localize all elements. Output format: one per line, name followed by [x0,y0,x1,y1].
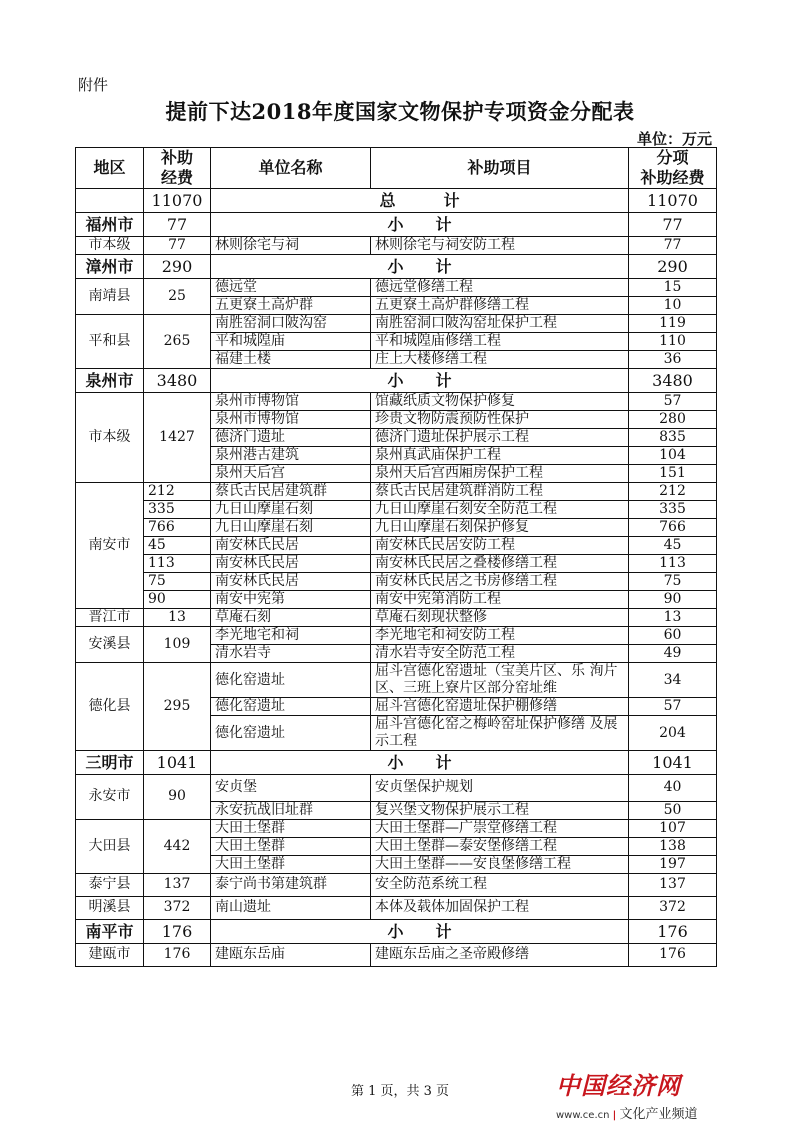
header-project: 补助项目 [371,148,629,189]
city-subtotal-row [76,751,717,775]
subsidy-cell: 109 [144,627,211,663]
total-region-cell [76,189,144,213]
item-subsidy-cell: 107 [629,819,717,837]
item-subsidy-cell: 335 [629,501,717,519]
project-cell: 平和城隍庙修缮工程 [371,333,629,351]
unit-name-cell: 蔡氏古民居建筑群 [211,483,371,501]
unit-name-cell: 南胜窑洞口陂沟窑 [211,315,371,333]
table-row [76,591,717,609]
item-subsidy-cell: 57 [629,698,717,716]
unit-name-cell: 清水岩寺 [211,645,371,663]
subsidy-cell: 13 [144,609,211,627]
project-cell: 庄上大楼修缮工程 [371,351,629,369]
table-row [76,873,717,896]
allocation-table [75,147,717,967]
city-amount: 3480 [144,369,211,393]
subtotal-label: 小 计 [211,255,629,279]
item-subsidy-cell: 176 [629,943,717,966]
item-subsidy-cell: 119 [629,315,717,333]
project-cell: 泉州真武庙保护工程 [371,447,629,465]
project-cell: 德远堂修缮工程 [371,279,629,297]
region-cell: 市本级 [76,237,144,255]
item-subsidy-cell: 57 [629,393,717,411]
unit-name-cell: 德化窑遗址 [211,663,371,698]
unit-name-cell: 草庵石刻 [211,609,371,627]
unit-name-cell: 德远堂 [211,279,371,297]
city-item: 290 [629,255,717,279]
unit-name-cell: 林则徐宅与祠 [211,237,371,255]
city-name: 漳州市 [76,255,144,279]
region-cell: 市本级 [76,393,144,483]
item-subsidy-cell: 113 [629,555,717,573]
city-item: 176 [629,919,717,943]
table-row [76,483,717,501]
table-row [76,519,717,537]
total-item: 11070 [629,189,717,213]
unit-name-cell: 泉州市博物馆 [211,393,371,411]
subsidy-cell: 176 [144,943,211,966]
subsidy-cell: 1427 [144,393,211,483]
item-subsidy-cell: 77 [629,237,717,255]
region-cell: 明溪县 [76,896,144,919]
item-subsidy-cell: 138 [629,837,717,855]
logo-subline [556,1103,706,1122]
attachment-label: 附件 [78,76,109,94]
project-cell: 珍贵文物防震预防性保护 [371,411,629,429]
unit-name-cell: 南安林氏民居 [211,537,371,555]
table-row [76,555,717,573]
city-item: 3480 [629,369,717,393]
subtotal-label: 小 计 [211,213,629,237]
logo-channel: 文化产业频道 [619,1107,698,1122]
table-row [76,315,717,333]
unit-name-cell: 大田土堡群 [211,819,371,837]
logo-name: 中国经济网 [556,1072,681,1100]
city-amount: 290 [144,255,211,279]
item-subsidy-cell: 280 [629,411,717,429]
unit-name-cell: 南安林氏民居 [211,555,371,573]
unit-name-cell: 泉州港古建筑 [211,447,371,465]
city-amount: 77 [144,213,211,237]
item-subsidy-cell: 45 [629,537,717,555]
unit-name-cell: 泉州天后宫 [211,465,371,483]
city-item: 1041 [629,751,717,775]
project-cell: 李光地宅和祠安防工程 [371,627,629,645]
project-cell: 屈斗宫德化窑之梅岭窑址保护修缮 及展示工程 [371,716,629,751]
item-subsidy-cell: 40 [629,775,717,802]
city-name: 南平市 [76,919,144,943]
project-cell: 草庵石刻现状整修 [371,609,629,627]
subsidy-cell: 372 [144,896,211,919]
subsidy-cell: 77 [144,237,211,255]
city-name: 三明市 [76,751,144,775]
page-footer: 第 1 页，共 3 页 [350,1084,450,1099]
subsidy-cell: 265 [144,315,211,369]
item-subsidy-cell: 49 [629,645,717,663]
region-cell: 平和县 [76,315,144,369]
project-cell: 泉州天后宫西厢房保护工程 [371,465,629,483]
region-cell: 德化县 [76,663,144,751]
project-cell: 安贞堡保护规划 [371,775,629,802]
subsidy-cell: 137 [144,873,211,896]
project-cell: 安全防范系统工程 [371,873,629,896]
subtotal-label: 小 计 [211,751,629,775]
unit-name-cell: 九日山摩崖石刻 [211,519,371,537]
header-subsidy: 补助 经费 [144,148,211,189]
item-subsidy-cell: 90 [629,591,717,609]
item-subsidy-cell: 835 [629,429,717,447]
project-cell: 复兴堡文物保护展示工程 [371,801,629,819]
project-cell: 大田土堡群—广崇堂修缮工程 [371,819,629,837]
unit-name-cell: 平和城隍庙 [211,333,371,351]
table-row [76,943,717,966]
city-subtotal-row [76,213,717,237]
project-cell: 南安林氏民居之书房修缮工程 [371,573,629,591]
total-label: 总 计 [211,189,629,213]
unit-name-cell: 安贞堡 [211,775,371,802]
project-cell: 九日山摩崖石刻保护修复 [371,519,629,537]
subsidy-cell: 335 [144,501,211,519]
city-amount: 176 [144,919,211,943]
project-cell: 清水岩寺安全防范工程 [371,645,629,663]
subsidy-cell: 295 [144,663,211,751]
subsidy-cell: 90 [144,775,211,820]
city-name: 福州市 [76,213,144,237]
region-cell: 建瓯市 [76,943,144,966]
item-subsidy-cell: 10 [629,297,717,315]
project-cell: 屈斗宫德化窑遗址（宝美片区、乐 洵片区、三班上寮片区部分窑址维 [371,663,629,698]
region-cell: 南靖县 [76,279,144,315]
unit-name-cell: 李光地宅和祠 [211,627,371,645]
item-subsidy-cell: 197 [629,855,717,873]
subsidy-cell: 90 [144,591,211,609]
unit-name-cell: 大田土堡群 [211,855,371,873]
subsidy-cell: 212 [144,483,211,501]
project-cell: 南胜窑洞口陂沟窑址保护工程 [371,315,629,333]
project-cell: 德济门遗址保护展示工程 [371,429,629,447]
region-cell: 安溪县 [76,627,144,663]
total-row [76,189,717,213]
project-cell: 馆藏纸质文物保护修复 [371,393,629,411]
item-subsidy-cell: 212 [629,483,717,501]
table-body [76,189,717,967]
table-row [76,627,717,645]
region-cell: 永安市 [76,775,144,820]
unit-name-cell: 南山遗址 [211,896,371,919]
item-subsidy-cell: 13 [629,609,717,627]
table-row [76,775,717,802]
unit-name-cell: 九日山摩崖石刻 [211,501,371,519]
project-cell: 南安林氏民居安防工程 [371,537,629,555]
header-region: 地区 [76,148,144,189]
subsidy-cell: 442 [144,819,211,873]
subsidy-cell: 45 [144,537,211,555]
project-cell: 南安中宪第消防工程 [371,591,629,609]
subtotal-label: 小 计 [211,369,629,393]
item-subsidy-cell: 110 [629,333,717,351]
unit-name-cell: 德化窑遗址 [211,716,371,751]
table-row [76,501,717,519]
city-name: 泉州市 [76,369,144,393]
total-amount: 11070 [144,189,211,213]
unit-name-cell: 泰宁尚书第建筑群 [211,873,371,896]
city-item: 77 [629,213,717,237]
project-cell: 五更寮土高炉群修缮工程 [371,297,629,315]
unit-name-cell: 建瓯东岳庙 [211,943,371,966]
region-cell: 晋江市 [76,609,144,627]
region-cell: 泰宁县 [76,873,144,896]
unit-label: 单位：万元 [636,130,712,148]
item-subsidy-cell: 75 [629,573,717,591]
project-cell: 大田土堡群——安良堡修缮工程 [371,855,629,873]
unit-name-cell: 德济门遗址 [211,429,371,447]
item-subsidy-cell: 60 [629,627,717,645]
item-subsidy-cell: 50 [629,801,717,819]
city-subtotal-row [76,369,717,393]
unit-name-cell: 福建土楼 [211,351,371,369]
project-cell: 蔡氏古民居建筑群消防工程 [371,483,629,501]
city-subtotal-row [76,255,717,279]
subsidy-cell: 113 [144,555,211,573]
table-row [76,393,717,411]
logo-separator: | [612,1110,617,1121]
item-subsidy-cell: 34 [629,663,717,698]
table-row [76,819,717,837]
city-amount: 1041 [144,751,211,775]
item-subsidy-cell: 151 [629,465,717,483]
unit-name-cell: 大田土堡群 [211,837,371,855]
project-cell: 南安林氏民居之叠楼修缮工程 [371,555,629,573]
subsidy-cell: 25 [144,279,211,315]
item-subsidy-cell: 104 [629,447,717,465]
table-row [76,537,717,555]
page-title: 提前下达2018年度国家文物保护专项资金分配表 [165,99,635,124]
table-row [76,279,717,297]
subtotal-label: 小 计 [211,919,629,943]
item-subsidy-cell: 137 [629,873,717,896]
region-cell: 南安市 [76,483,144,609]
subsidy-cell: 766 [144,519,211,537]
unit-name-cell: 德化窑遗址 [211,698,371,716]
item-subsidy-cell: 36 [629,351,717,369]
table-row [76,663,717,698]
table-row [76,609,717,627]
site-logo [556,1066,706,1126]
city-subtotal-row [76,919,717,943]
item-subsidy-cell: 204 [629,716,717,751]
project-cell: 九日山摩崖石刻安全防范工程 [371,501,629,519]
project-cell: 建瓯东岳庙之圣帝殿修缮 [371,943,629,966]
project-cell: 本体及载体加固保护工程 [371,896,629,919]
item-subsidy-cell: 766 [629,519,717,537]
table-row [76,896,717,919]
unit-name-cell: 南安中宪第 [211,591,371,609]
region-cell: 大田县 [76,819,144,873]
logo-url: www.ce.cn [556,1110,610,1121]
table-row [76,237,717,255]
table-header-row [76,148,717,189]
item-subsidy-cell: 372 [629,896,717,919]
header-unit-name: 单位名称 [211,148,371,189]
item-subsidy-cell: 15 [629,279,717,297]
unit-name-cell: 泉州市博物馆 [211,411,371,429]
unit-name-cell: 五更寮土高炉群 [211,297,371,315]
table-row [76,573,717,591]
project-cell: 大田土堡群—泰安堡修缮工程 [371,837,629,855]
project-cell: 屈斗宫德化窑遗址保护棚修缮 [371,698,629,716]
header-item-subsidy: 分项 补助经费 [629,148,717,189]
subsidy-cell: 75 [144,573,211,591]
unit-name-cell: 南安林氏民居 [211,573,371,591]
project-cell: 林则徐宅与祠安防工程 [371,237,629,255]
unit-name-cell: 永安抗战旧址群 [211,801,371,819]
